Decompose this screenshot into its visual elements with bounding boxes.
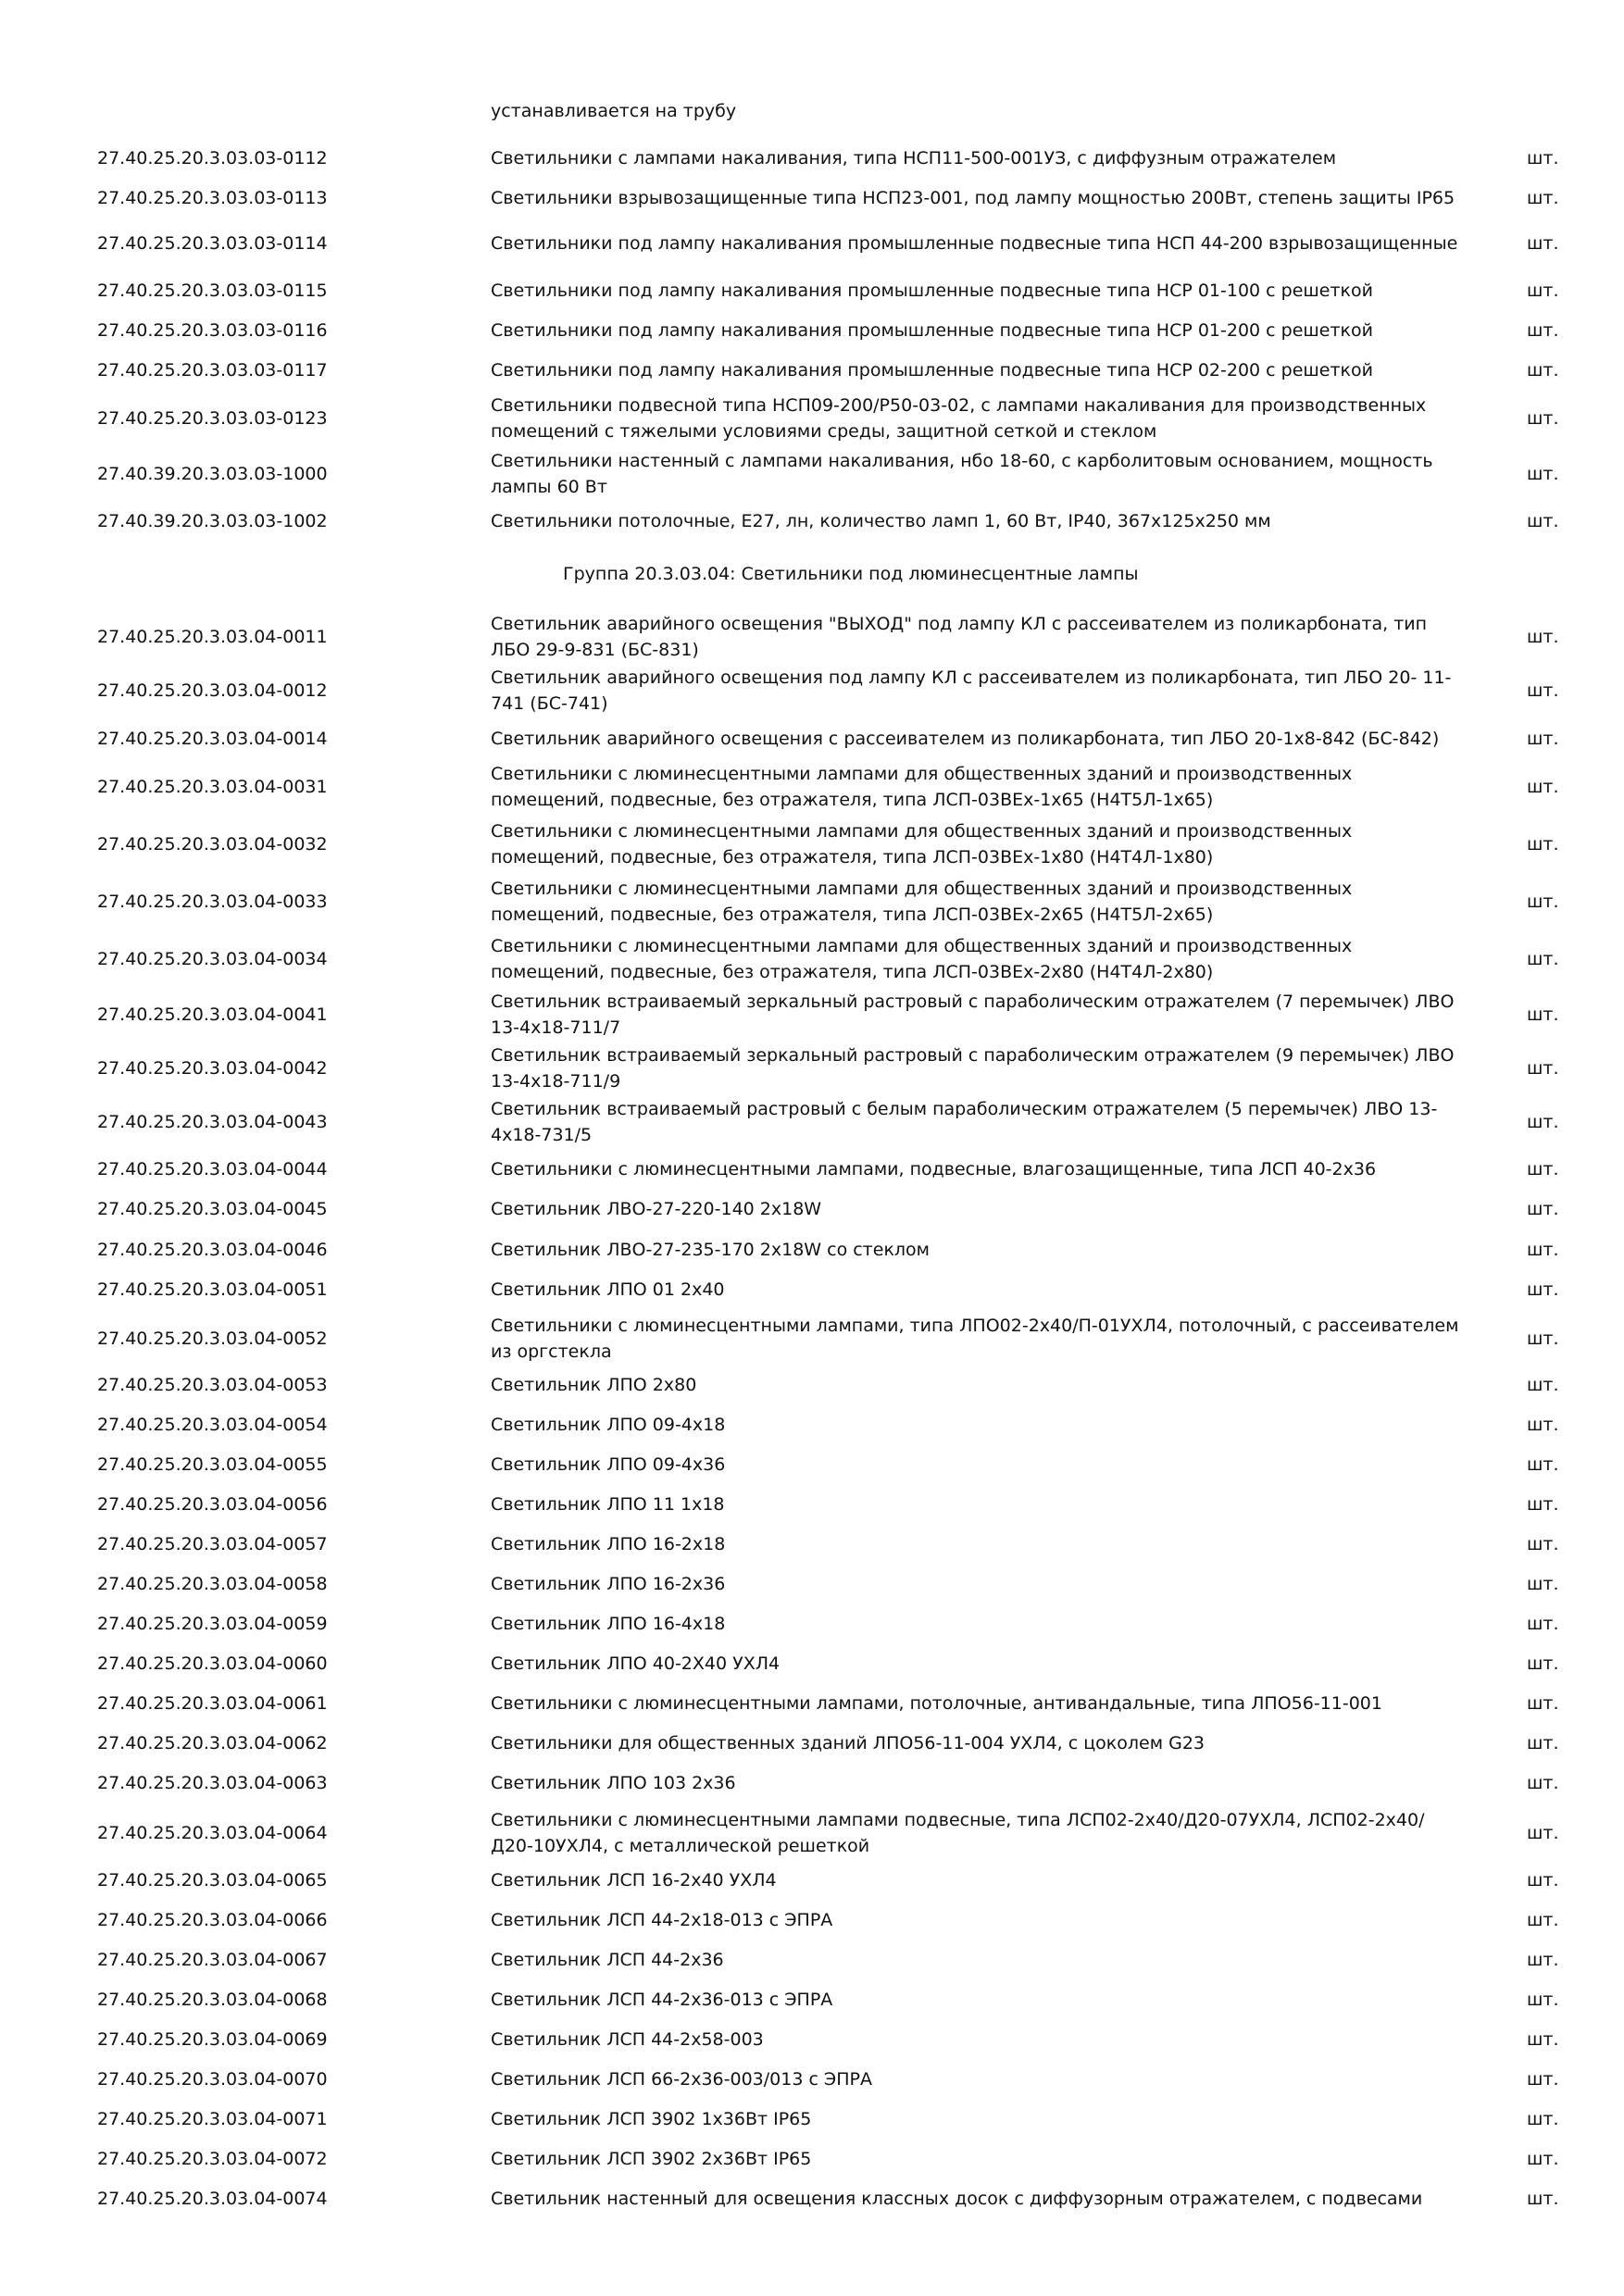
item-unit: шт.: [1527, 1910, 1559, 1930]
table-row: [0, 1196, 1624, 1222]
table-row: [0, 2027, 1624, 2053]
item-description: Светильник аварийного освещения под лампу КЛ с рассеивателем из поликарбоната, тип ЛБО 20- 11-741 (БС-741): [491, 668, 1452, 714]
item-description: Светильник ЛПО 16-4х18: [491, 1614, 726, 1634]
item-code: 27.40.25.20.3.03.04-0057: [97, 1534, 328, 1554]
table-row: [0, 665, 1624, 717]
item-unit: шт.: [1527, 1415, 1559, 1435]
item-description: Светильник встраиваемый зеркальный растровый с параболическим отражателем (7 перемычек) ЛВО 13-4х18-711/7: [491, 992, 1455, 1038]
item-code: 27.40.25.20.3.03.04-0041: [97, 1004, 328, 1025]
item-unit: шт.: [1527, 834, 1559, 855]
item-code: 27.40.25.20.3.03.04-0011: [97, 627, 328, 647]
item-code: 27.40.25.20.3.03.04-0053: [97, 1375, 328, 1395]
item-description: Светильники под лампу накаливания промышленные подвесные типа НСР 01-100 с решеткой: [491, 281, 1373, 301]
table-row: [0, 231, 1624, 256]
item-description: Светильник ЛСП 44-2х36: [491, 1950, 724, 1970]
group-04-title: Группа 20.3.03.04: Светильники под люминесцентные лампы: [563, 564, 1139, 584]
item-description: Светильник ЛСП 16-2х40 УХЛ4: [491, 1870, 777, 1890]
item-unit: шт.: [1527, 1773, 1559, 1793]
item-description: Светильник ЛПО 16-2х18: [491, 1534, 726, 1554]
item-code: 27.40.25.20.3.03.04-0061: [97, 1693, 328, 1714]
item-unit: шт.: [1527, 1058, 1559, 1079]
table-row: [0, 1042, 1624, 1094]
item-description: Светильник ЛВО-27-220-140 2х18W: [491, 1199, 822, 1219]
item-unit: шт.: [1527, 892, 1559, 912]
item-code: 27.40.25.20.3.03.04-0064: [97, 1823, 328, 1843]
item-code: 27.40.25.20.3.03.03-0116: [97, 320, 328, 341]
table-row: [0, 818, 1624, 870]
table-row: [0, 1491, 1624, 1517]
item-description: Светильники с люминесцентными лампами, подвесные, влагозащищенные, типа ЛСП 40-2х36: [491, 1159, 1377, 1179]
table-row: [0, 1452, 1624, 1478]
item-code: 27.40.25.20.3.03.04-0065: [97, 1870, 328, 1890]
item-description: Светильники под лампу накаливания промышленные подвесные типа НСР 01-200 с решеткой: [491, 320, 1373, 341]
item-code: 27.40.25.20.3.03.03-0114: [97, 233, 328, 254]
item-description: Светильник ЛПО 09-4х18: [491, 1415, 726, 1435]
item-unit: шт.: [1527, 1279, 1559, 1300]
table-row: [0, 1807, 1624, 1859]
item-description: Светильники с люминесцентными лампами, типа ЛПО02-2х40/П-01УХЛ4, потолочный, с рассеивателем из оргстекла: [491, 1316, 1459, 1362]
item-code: 27.40.25.20.3.03.03-0117: [97, 360, 328, 381]
table-row: [0, 611, 1624, 663]
table-row: [0, 1277, 1624, 1303]
item-code: 27.40.25.20.3.03.04-0033: [97, 892, 328, 912]
item-description: Светильники под лампу накаливания промышленные подвесные типа НСП 44-200 взрывозащищенные: [491, 233, 1458, 254]
item-code: 27.40.25.20.3.03.04-0034: [97, 949, 328, 969]
item-unit: шт.: [1527, 281, 1559, 301]
item-code: 27.40.25.20.3.03.04-0074: [97, 2189, 328, 2209]
item-description: Светильники с люминесцентными лампами для общественных зданий и производственных помещений, подвесные, без отражателя, типа ЛСП-03ВЕх-1х80 (Н4Т4Л-1х80): [491, 821, 1353, 867]
item-code: 27.40.25.20.3.03.04-0051: [97, 1279, 328, 1300]
item-unit: шт.: [1527, 408, 1559, 429]
item-description: Светильник настенный для освещения классных досок с диффузорным отражателем, с подвесами: [491, 2189, 1423, 2209]
item-code: 27.40.25.20.3.03.04-0055: [97, 1454, 328, 1475]
item-unit: шт.: [1527, 188, 1559, 208]
item-code: 27.40.25.20.3.03.03-0115: [97, 281, 328, 301]
item-code: 27.40.25.20.3.03.04-0062: [97, 1733, 328, 1753]
item-description: Светильник ЛПО 40-2Х40 УХЛ4: [491, 1653, 781, 1674]
table-row: [0, 1730, 1624, 1756]
item-description: Светильник ЛПО 16-2х36: [491, 1574, 726, 1594]
item-unit: шт.: [1527, 729, 1559, 749]
table-row: [0, 2066, 1624, 2092]
item-unit: шт.: [1527, 1614, 1559, 1634]
table-row: [0, 726, 1624, 752]
item-code: 27.40.39.20.3.03.03-1000: [97, 464, 328, 484]
item-description: Светильник аварийного освещения с рассеивателем из поликарбоната, тип ЛБО 20-1х8-842 (БС-842): [491, 729, 1440, 749]
table-row: [0, 1770, 1624, 1796]
item-unit: шт.: [1527, 1950, 1559, 1970]
item-description: Светильники с лампами накаливания, типа НСП11-500-001УЗ, с диффузным отражателем: [491, 148, 1337, 168]
item-code: 27.40.25.20.3.03.04-0052: [97, 1329, 328, 1349]
table-row: [0, 876, 1624, 928]
item-unit: шт.: [1527, 511, 1559, 531]
item-code: 27.40.25.20.3.03.04-0069: [97, 2029, 328, 2050]
item-unit: шт.: [1527, 2149, 1559, 2169]
item-description: Светильник ЛСП 66-2х36-003/013 с ЭПРА: [491, 2069, 872, 2090]
table-row: [0, 761, 1624, 813]
item-description: Светильники с люминесцентными лампами для общественных зданий и производственных помещений, подвесные, без отражателя, типа ЛСП-03ВЕх-2х80 (Н4Т4Л-2х80): [491, 936, 1353, 982]
item-description: Светильник ЛСП 44-2х18-013 с ЭПРА: [491, 1910, 833, 1930]
item-unit: шт.: [1527, 1733, 1559, 1753]
item-code: 27.40.25.20.3.03.04-0044: [97, 1159, 328, 1179]
item-unit: шт.: [1527, 1693, 1559, 1714]
table-row: [0, 1156, 1624, 1182]
item-code: 27.40.25.20.3.03.04-0060: [97, 1653, 328, 1674]
item-description: Светильники подвесной типа НСП09-200/Р50-03-02, с лампами накаливания для производственных помещений с тяжелыми условиями среды, защитной сеткой и стеклом: [491, 395, 1427, 442]
item-unit: шт.: [1527, 949, 1559, 969]
item-code: 27.40.25.20.3.03.04-0071: [97, 2109, 328, 2129]
item-unit: шт.: [1527, 1494, 1559, 1515]
table-row: [0, 278, 1624, 304]
item-description: Светильники взрывозащищенные типа НСП23-001, под лампу мощностью 200Вт, степень защиты IP65: [491, 188, 1455, 208]
item-description: Светильник ЛСП 44-2х36-013 с ЭПРА: [491, 1990, 833, 2010]
item-code: 27.40.25.20.3.03.04-0012: [97, 680, 328, 701]
item-description: Светильники с люминесцентными лампами подвесные, типа ЛСП02-2х40/Д20-07УХЛ4, ЛСП02-2х40/Д20-10УХЛ4, с металлической решеткой: [491, 1810, 1425, 1856]
item-unit: шт.: [1527, 2109, 1559, 2129]
item-description: Светильники настенный с лампами накаливания, нбо 18-60, с карболитовым основанием, мощность лампы 60 Вт: [491, 451, 1433, 497]
item-description: Светильники с люминесцентными лампами, потолочные, антивандальные, типа ЛПО56-11-001: [491, 1693, 1382, 1714]
table-row: [0, 1867, 1624, 1893]
item-code: 27.40.25.20.3.03.04-0070: [97, 2069, 328, 2090]
item-unit: шт.: [1527, 1823, 1559, 1843]
table-row: [0, 1412, 1624, 1438]
item-unit: шт.: [1527, 1990, 1559, 2010]
table-row: [0, 393, 1624, 444]
table-row: [0, 989, 1624, 1041]
item-code: 27.40.25.20.3.03.03-0123: [97, 408, 328, 429]
item-unit: шт.: [1527, 627, 1559, 647]
item-description: Светильники для общественных зданий ЛПО56-11-004 УХЛ4, с цоколем G23: [491, 1733, 1205, 1753]
item-description: Светильник ЛПО 09-4х36: [491, 1454, 726, 1475]
item-unit: шт.: [1527, 360, 1559, 381]
item-code: 27.40.25.20.3.03.04-0066: [97, 1910, 328, 1930]
item-description: Светильник встраиваемый растровый с белым параболическим отражателем (5 перемычек) ЛВО 13-4х18-731/5: [491, 1099, 1438, 1145]
item-unit: шт.: [1527, 233, 1559, 254]
item-code: 27.40.25.20.3.03.04-0046: [97, 1240, 328, 1260]
table-row: [0, 145, 1624, 171]
table-row: [0, 933, 1624, 985]
item-description: Светильники потолочные, Е27, лн, количество ламп 1, 60 Вт, IP40, 367х125х250 мм: [491, 511, 1271, 531]
item-code: 27.40.25.20.3.03.04-0068: [97, 1990, 328, 2010]
item-unit: шт.: [1527, 2029, 1559, 2050]
item-unit: шт.: [1527, 1240, 1559, 1260]
item-unit: шт.: [1527, 1199, 1559, 1219]
item-unit: шт.: [1527, 680, 1559, 701]
item-unit: шт.: [1527, 1454, 1559, 1475]
item-code: 27.40.25.20.3.03.03-0113: [97, 188, 328, 208]
item-code: 27.40.25.20.3.03.04-0042: [97, 1058, 328, 1079]
item-unit: шт.: [1527, 464, 1559, 484]
item-code: 27.40.25.20.3.03.04-0072: [97, 2149, 328, 2169]
item-code: 27.40.25.20.3.03.04-0056: [97, 1494, 328, 1515]
item-description: Светильник ЛСП 3902 1х36Вт IP65: [491, 2109, 812, 2129]
table-row: [0, 2186, 1624, 2212]
table-row: [0, 185, 1624, 211]
table-row: [0, 1987, 1624, 2013]
item-unit: шт.: [1527, 1329, 1559, 1349]
item-code: 27.40.25.20.3.03.03-0112: [97, 148, 328, 168]
table-row: [0, 1096, 1624, 1148]
item-code: 27.40.25.20.3.03.04-0063: [97, 1773, 328, 1793]
item-code: 27.40.25.20.3.03.04-0032: [97, 834, 328, 855]
item-code: 27.40.25.20.3.03.04-0054: [97, 1415, 328, 1435]
table-row: [0, 508, 1624, 534]
table-row: [0, 1372, 1624, 1398]
item-unit: шт.: [1527, 1112, 1559, 1132]
table-row: [0, 318, 1624, 343]
item-description: Светильник ЛПО 2х80: [491, 1375, 697, 1395]
table-row: [0, 1611, 1624, 1637]
table-row: [0, 1691, 1624, 1716]
table-row: [0, 1907, 1624, 1933]
item-unit: шт.: [1527, 320, 1559, 341]
item-unit: шт.: [1527, 1159, 1559, 1179]
item-unit: шт.: [1527, 2069, 1559, 2090]
item-unit: шт.: [1527, 1574, 1559, 1594]
item-code: 27.40.25.20.3.03.04-0067: [97, 1950, 328, 1970]
continuation-text: устанавливается на трубу: [491, 101, 737, 121]
table-row: [0, 2106, 1624, 2132]
item-description: Светильник аварийного освещения "ВЫХОД" под лампу КЛ с рассеивателем из поликарбоната, тип ЛБО 29-9-831 (БС-831): [491, 614, 1428, 660]
item-unit: шт.: [1527, 1004, 1559, 1025]
item-unit: шт.: [1527, 1534, 1559, 1554]
table-row: [0, 1651, 1624, 1677]
item-code: 27.40.25.20.3.03.04-0031: [97, 777, 328, 797]
item-unit: шт.: [1527, 2189, 1559, 2209]
item-description: Светильники с люминесцентными лампами для общественных зданий и производственных помещений, подвесные, без отражателя, типа ЛСП-03ВЕх-2х65 (Н4Т5Л-2х65): [491, 879, 1353, 925]
item-description: Светильники с люминесцентными лампами для общественных зданий и производственных помещений, подвесные, без отражателя, типа ЛСП-03ВЕх-1х65 (Н4Т5Л-1х65): [491, 764, 1353, 810]
table-row: [0, 1531, 1624, 1557]
item-description: Светильник ЛСП 44-2х58-003: [491, 2029, 764, 2050]
table-row: [0, 1237, 1624, 1263]
table-row: [0, 448, 1624, 500]
item-code: 27.40.25.20.3.03.04-0059: [97, 1614, 328, 1634]
item-unit: шт.: [1527, 1653, 1559, 1674]
table-row: [0, 2146, 1624, 2172]
item-description: Светильник ЛПО 103 2х36: [491, 1773, 736, 1793]
table-row: [0, 1571, 1624, 1597]
item-code: 27.40.39.20.3.03.03-1002: [97, 511, 328, 531]
item-unit: шт.: [1527, 148, 1559, 168]
table-row: [0, 1313, 1624, 1365]
item-unit: шт.: [1527, 1375, 1559, 1395]
table-row: [0, 1947, 1624, 1973]
table-row: [0, 357, 1624, 383]
item-description: Светильники под лампу накаливания промышленные подвесные типа НСР 02-200 с решеткой: [491, 360, 1373, 381]
item-description: Светильник ЛПО 11 1х18: [491, 1494, 725, 1515]
item-code: 27.40.25.20.3.03.04-0058: [97, 1574, 328, 1594]
item-description: Светильник ЛПО 01 2х40: [491, 1279, 725, 1300]
item-description: Светильник ЛСП 3902 2х36Вт IP65: [491, 2149, 812, 2169]
item-code: 27.40.25.20.3.03.04-0043: [97, 1112, 328, 1132]
item-unit: шт.: [1527, 1870, 1559, 1890]
item-description: Светильник ЛВО-27-235-170 2х18W со стеклом: [491, 1240, 931, 1260]
item-code: 27.40.25.20.3.03.04-0014: [97, 729, 328, 749]
item-description: Светильник встраиваемый зеркальный растровый с параболическим отражателем (9 перемычек) ЛВО 13-4х18-711/9: [491, 1045, 1455, 1092]
item-code: 27.40.25.20.3.03.04-0045: [97, 1199, 328, 1219]
item-unit: шт.: [1527, 777, 1559, 797]
